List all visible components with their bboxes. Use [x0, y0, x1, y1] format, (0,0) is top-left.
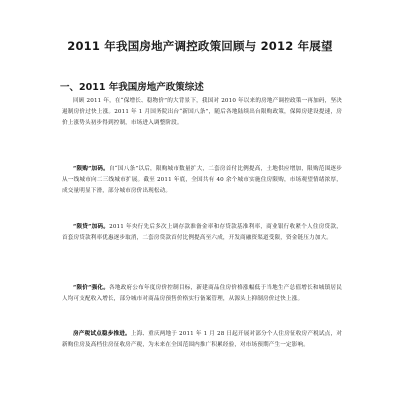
paragraph-purchase-restriction: [62, 164, 342, 198]
paragraph-text: 回顾 2011 年，在“保增长、稳物价”的大背景下，我国对 2010 年以来的房地产调控政策一再加码，坚决遏制房价过快上涨。2011 年 1 月国务院出台“新国八条”，随后各地陆续出台限购政策，保障房建设提速，房价上涨势头初步得到控制，市场进入调整阶段。: [62, 98, 342, 127]
paragraph-text: 各地政府公布年度房价控制目标，新建商品住房价格涨幅低于当地生产总值增长和城镇居民人均可支配收入增长，部分城市对商品房预售价格实行备案管理，从源头上抑制房价过快上涨。: [62, 285, 342, 303]
paragraph-lead: “限贷”加码。: [73, 224, 110, 230]
paragraph-overview: [62, 96, 342, 130]
paragraph-lead: “限购”加码。: [73, 166, 109, 172]
document-title: 2011 年我国房地产调控政策回顾与 2012 年展望: [67, 39, 333, 53]
paragraph-price-control: [62, 283, 342, 305]
paragraph-text: 自“国八条”以后，限购城市数量扩大，二套房首付比例提高，土地供应增加，限购范围逐步从一线城市向二三线城市扩展。截至 2011 年底，全国共有 40 余个城市实施住房限购，市场观望情绪浓厚，成交量明显下滑，部分城市房价出现松动。: [62, 166, 342, 195]
paragraph-property-tax: [62, 329, 342, 351]
paragraph-loan-restriction: [62, 222, 342, 244]
paragraph-lead: 房产税试点稳步推进。: [73, 331, 131, 337]
paragraph-text: 2011 年央行先后多次上调存款准备金率和存贷款基准利率，商业银行收紧个人住房贷款，首套房贷款利率优惠逐步取消，二套房贷款首付比例提高至六成，开发商融资渠道受限，资金链压力加大。: [62, 224, 342, 242]
paragraph-text: 上海、重庆两地于 2011 年 1 月 28 日起开展对部分个人住房征收房产税试点，对新购住房及高档住房征收房产税，为未来在全国范围内推广积累经验，对市场预期产生一定影响。: [62, 331, 342, 349]
paragraph-lead: “限价”强化。: [73, 285, 110, 291]
section-heading: 一、2011 年我国房地产政策综述: [60, 82, 204, 93]
